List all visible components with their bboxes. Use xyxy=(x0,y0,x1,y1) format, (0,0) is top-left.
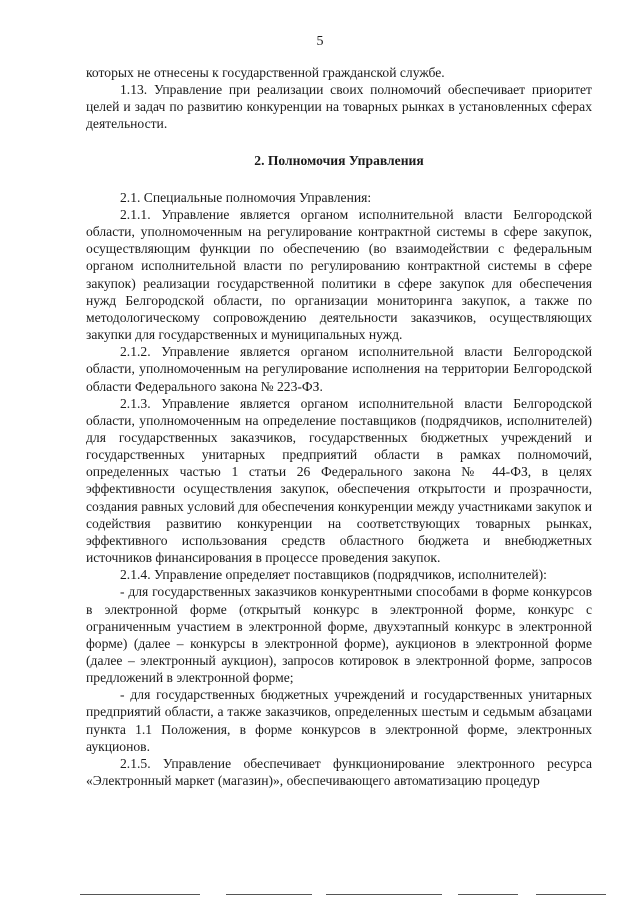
paragraph-2-1-1: 2.1.1. Управление является органом исполнительной власти Белгородской области, уполномоченным на регулирование контрактной системы в сфере закупок, осуществляющим функции по обеспечению (во взаимодействии с федеральным органом исполнительной власти по регулированию контрактной системы в сфере закупок) реализации государственной политики в сфере закупок для обеспечения нужд Белгородской области, по организации мониторинга закупок, а также по методологическому сопровождению деятельности заказчиков, осуществляющих закупки для государственных и муниципальных нужд. xyxy=(86,206,592,343)
page-number: 5 xyxy=(316,34,324,49)
paragraph-2-1-4: 2.1.4. Управление определяет поставщиков (подрядчиков, исполнителей): xyxy=(120,567,547,583)
footer-line xyxy=(326,894,442,895)
paragraph-continuation: которых не отнесены к государственной гражданской службе. xyxy=(86,65,445,80)
paragraph-2-1-2: 2.1.2. Управление является органом исполнительной власти Белгородской области, уполномоченным на регулирование исполнения на территории Белгородской области Федерального закона № 223-ФЗ. xyxy=(86,344,592,394)
list-item-state-customers: - для государственных заказчиков конкурентными способами в форме конкурсов в электронной форме (открытый конкурс в электронной форме, конкурс с ограниченным участием в электронной форме, двухэтапный конкурс в электронной форме) (далее – конкурсы в электронной форме), аукционов в электронной форме (далее – электронный аукцион), запросов котировок в электронной форме, запросов предложений в электронной форме; xyxy=(86,584,592,686)
list-item-budget-institutions: - для государственных бюджетных учреждений и государственных унитарных предприятий области, а также заказчиков, определенных шестым и седьмым абзацами пункта 1.1 Положения, в форме конкурсов в электронной форме, электронных аукционов. xyxy=(86,687,592,754)
footer-scan-lines xyxy=(86,894,592,896)
document-body xyxy=(86,64,592,789)
paragraph-2-1-3: 2.1.3. Управление является органом исполнительной власти Белгородской области, уполномоченным на определение поставщиков (подрядчиков, исполнителей) для государственных заказчиков, государственных бюджетных учреждений и государственных унитарных предприятий области в рамках полномочий, определенных частью 1 статьи 26 Федерального закона № 44-ФЗ, в целях эффективности осуществления закупок, обеспечения открытости и прозрачности, создания равных условий для обеспечения конкуренции между участниками закупок и содействия развитию конкуренции на соответствующих товарных рынках, эффективного использования средств областного бюджета и внебюджетных источников финансирования в процессе проведения закупок. xyxy=(86,395,592,566)
footer-line xyxy=(226,894,312,895)
footer-line xyxy=(536,894,606,895)
paragraph-2-1-5: 2.1.5. Управление обеспечивает функционирование электронного ресурса «Электронный маркет (магазин)», обеспечивающего автоматизацию процедур xyxy=(86,755,592,789)
section-title: 2. Полномочия Управления xyxy=(254,152,424,168)
footer-line xyxy=(458,894,518,895)
paragraph-2-1: 2.1. Специальные полномочия Управления: xyxy=(120,189,372,205)
footer-line xyxy=(80,894,200,895)
paragraph-1-13: 1.13. Управление при реализации своих полномочий обеспечивает приоритет целей и задач по развитию конкуренции на товарных рынках в установленных сферах деятельности. xyxy=(86,82,592,132)
